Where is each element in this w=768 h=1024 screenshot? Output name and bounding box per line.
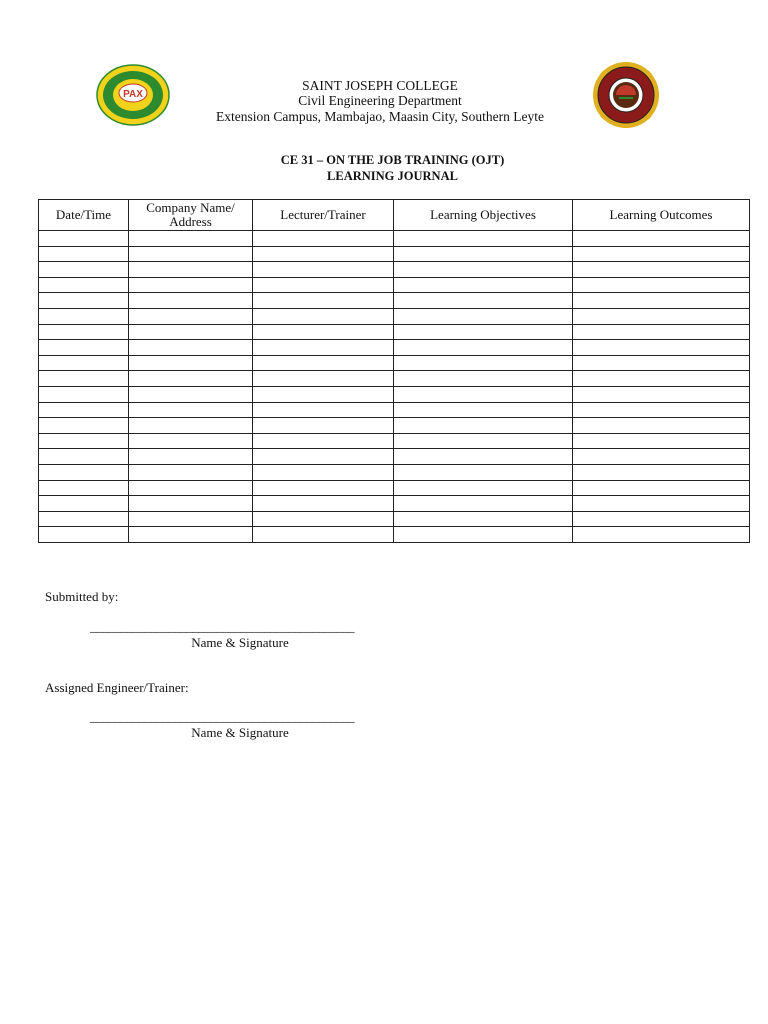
table-cell[interactable] [573,511,750,527]
table-cell[interactable] [573,231,750,247]
table-cell[interactable] [573,308,750,324]
table-cell[interactable] [394,386,573,402]
table-cell[interactable] [253,262,394,278]
table-cell[interactable] [253,340,394,356]
table-cell[interactable] [129,449,253,465]
table-row [39,246,750,262]
table-cell[interactable] [394,371,573,387]
table-cell[interactable] [39,355,129,371]
table-cell[interactable] [129,480,253,496]
table-row [39,402,750,418]
table-cell[interactable] [394,527,573,543]
table-cell[interactable] [39,231,129,247]
course-title: CE 31 – ON THE JOB TRAINING (OJT) [280,153,505,167]
table-cell[interactable] [129,246,253,262]
table-cell[interactable] [573,386,750,402]
table-cell[interactable] [573,402,750,418]
table-cell[interactable] [253,246,394,262]
table-row [39,277,750,293]
table-cell[interactable] [39,246,129,262]
table-cell[interactable] [253,231,394,247]
table-row [39,371,750,387]
table-cell[interactable] [573,324,750,340]
table-row [39,231,750,247]
table-row [39,262,750,278]
table-cell[interactable] [39,511,129,527]
table-cell[interactable] [573,246,750,262]
table-cell[interactable] [573,527,750,543]
table-cell[interactable] [129,231,253,247]
table-row [39,324,750,340]
table-row [39,527,750,543]
table-header-row [39,200,750,231]
table-cell[interactable] [129,355,253,371]
table-cell[interactable] [129,324,253,340]
table-cell[interactable] [573,433,750,449]
table-cell[interactable] [253,308,394,324]
table-cell[interactable] [573,293,750,309]
table-cell[interactable] [129,418,253,434]
table-cell[interactable] [253,277,394,293]
left-seal-logo [96,64,170,126]
table-cell[interactable] [39,340,129,356]
table-row [39,496,750,512]
table-cell[interactable] [253,324,394,340]
table-row [39,449,750,465]
table-cell[interactable] [253,464,394,480]
table-row [39,464,750,480]
left-seal-text: PAX [123,89,143,100]
table-cell[interactable] [39,418,129,434]
assigned-name-signature-label: Name & Signature [191,725,289,740]
table-cell[interactable] [39,308,129,324]
table-cell[interactable] [394,355,573,371]
table-cell[interactable] [394,246,573,262]
department-name: Civil Engineering Department [298,93,462,108]
table-cell[interactable] [39,262,129,278]
table-cell[interactable] [573,480,750,496]
table-row [39,355,750,371]
table-cell[interactable] [129,402,253,418]
table-cell[interactable] [39,464,129,480]
table-cell[interactable] [394,433,573,449]
table-cell[interactable] [39,277,129,293]
column-header-company: Company Name/ Address [129,200,253,231]
column-header-outcomes: Learning Outcomes [573,200,750,231]
column-header-objectives: Learning Objectives [394,200,573,231]
campus-address: Extension Campus, Mambajao, Maasin City, Southern Leyte [216,109,544,124]
table-cell[interactable] [253,480,394,496]
table-cell[interactable] [394,340,573,356]
table-cell[interactable] [573,418,750,434]
table-cell[interactable] [394,293,573,309]
table-cell[interactable] [39,480,129,496]
table-cell[interactable] [573,496,750,512]
table-cell[interactable] [394,449,573,465]
table-cell[interactable] [394,418,573,434]
table-cell[interactable] [129,433,253,449]
table-cell[interactable] [129,262,253,278]
table-cell[interactable] [253,293,394,309]
table-cell[interactable] [394,402,573,418]
table-cell[interactable] [394,464,573,480]
journal-title: LEARNING JOURNAL [327,169,458,183]
table-cell[interactable] [573,355,750,371]
table-row [39,340,750,356]
submitted-signature-line: ____________________________________________ [90,619,354,634]
table-cell[interactable] [394,496,573,512]
table-cell[interactable] [39,371,129,387]
table-cell[interactable] [39,386,129,402]
table-row [39,418,750,434]
table-row [39,386,750,402]
table-cell[interactable] [253,418,394,434]
right-seal-logo [586,62,666,128]
table-cell[interactable] [129,371,253,387]
table-cell[interactable] [573,262,750,278]
table-cell[interactable] [129,386,253,402]
table-cell[interactable] [39,402,129,418]
table-cell[interactable] [394,308,573,324]
table-cell[interactable] [253,496,394,512]
table-cell[interactable] [394,324,573,340]
table-cell[interactable] [129,496,253,512]
assigned-signature-line: ____________________________________________ [90,709,354,724]
table-row [39,480,750,496]
table-cell[interactable] [129,511,253,527]
table-cell[interactable] [253,527,394,543]
table-cell[interactable] [253,402,394,418]
table-cell[interactable] [394,480,573,496]
submitted-by-label: Submitted by: [45,589,119,604]
column-header-lecturer: Lecturer/Trainer [253,200,394,231]
learning-journal-table [38,199,750,543]
table-row [39,293,750,309]
table-cell[interactable] [573,449,750,465]
college-name: SAINT JOSEPH COLLEGE [302,78,458,93]
table-cell[interactable] [253,355,394,371]
table-cell[interactable] [394,511,573,527]
table-cell[interactable] [253,433,394,449]
table-cell[interactable] [129,527,253,543]
table-cell[interactable] [394,277,573,293]
table-cell[interactable] [39,496,129,512]
table-cell[interactable] [573,371,750,387]
table-cell[interactable] [39,449,129,465]
table-cell[interactable] [39,527,129,543]
table-cell[interactable] [129,277,253,293]
table-cell[interactable] [39,324,129,340]
table-cell[interactable] [253,371,394,387]
table-cell[interactable] [573,464,750,480]
table-row [39,511,750,527]
table-cell[interactable] [253,449,394,465]
assigned-engineer-label: Assigned Engineer/Trainer: [45,680,189,695]
column-header-date-time: Date/Time [39,200,129,231]
submitted-name-signature-label: Name & Signature [191,635,289,650]
table-row [39,433,750,449]
table-cell[interactable] [573,340,750,356]
table-cell[interactable] [253,511,394,527]
table-cell[interactable] [129,340,253,356]
table-cell[interactable] [253,386,394,402]
table-row [39,308,750,324]
table-cell[interactable] [129,464,253,480]
table-cell[interactable] [394,231,573,247]
table-body [39,231,750,543]
table-cell[interactable] [573,277,750,293]
table-cell[interactable] [129,293,253,309]
table-cell[interactable] [39,293,129,309]
table-cell[interactable] [129,308,253,324]
table-cell[interactable] [39,433,129,449]
table-cell[interactable] [394,262,573,278]
